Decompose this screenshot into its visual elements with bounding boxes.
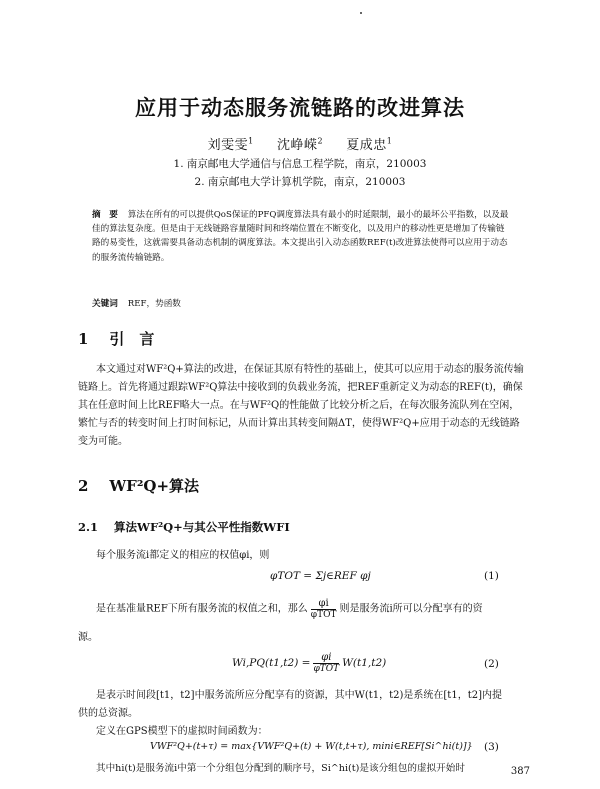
paper-title: 应用于动态服务流链路的改进算法 — [135, 95, 465, 120]
author-name: 刘雯雯 — [207, 138, 249, 153]
gps-definition-line: 定义在GPS模型下的虚拟时间函数为： — [96, 726, 268, 737]
equation-1: φTOT = Σj∈REF φj — [270, 570, 371, 582]
sequence-number-line: 其中hi(t)是服务流i中第一个分组包分配到的顺序号，Si^hi(t)是该分组包的虚拟开始时 — [96, 763, 465, 774]
author-mark: 1 — [386, 136, 393, 146]
keywords-text: REF，势函数 — [127, 299, 181, 309]
section-title: 引 言 — [109, 330, 155, 348]
equation-3-number: (3) — [484, 741, 499, 753]
affiliation-1: 1. 南京邮电大学通信与信息工程学院，南京，210003 — [173, 158, 427, 170]
time-segment-line-1: 是表示时间段[t1，t2]中服务流所应分配享有的资源，其中W(t1，t2)是系统在[t1，t2]内提 — [96, 690, 502, 701]
affiliation-2: 2. 南京邮电大学计算机学院，南京，210003 — [194, 176, 406, 188]
section-1-heading — [78, 328, 154, 349]
source-line: 源。 — [78, 632, 98, 643]
abstract-block — [92, 208, 510, 265]
author-mark: 2 — [317, 136, 324, 146]
section-2-heading — [78, 475, 199, 496]
share-fraction — [311, 598, 337, 620]
sum-text-post: 则是服务流i所可以分配享有的资 — [339, 603, 483, 615]
fraction-numerator: φi — [313, 652, 339, 664]
fraction-numerator: φi — [311, 598, 337, 610]
author-name: 沈峥嵘 — [276, 138, 318, 153]
equation-3: VWF²Q+(t+τ) = max{VWF²Q+(t) + W(t,t+τ), mini∈REF[Si^hi(t)]} — [150, 741, 473, 752]
intro-paragraph: 本文通过对WF²Q+算法的改进，在保证其原有特性的基础上，使其可以应用于动态的服务流传输链路上。首先将通过跟踪WF²Q算法中接收到的负载业务流，把REF重新定义为动态的REF(t)，确保其在任意时间上比REF略大一点。在与WF²Q的性能做了比较分析之后，在每次服务流队列在空闲，繁忙与否的转变时间上打时间标记，从而计算出其转变间隔ΔT，使得WF²Q+应用于动态的无线链路变为可能。 — [78, 364, 524, 447]
equation-2-number: (2) — [484, 658, 499, 670]
section-number: 2 — [78, 477, 89, 495]
equation-2-lhs: Wi,PQ(t1,t2) = — [232, 657, 311, 669]
sum-definition-line — [96, 598, 483, 620]
weight-definition-line: 每个服务流i都定义的相应的权值φi，则 — [96, 550, 270, 561]
equation-1-number: (1) — [484, 570, 499, 582]
subsection-title: 算法WF²Q+与其公平性指数WFI — [114, 520, 290, 534]
author-mark: 1 — [248, 136, 254, 146]
equation-2-fraction — [313, 652, 339, 674]
keywords-label: 关键词 — [92, 299, 118, 309]
fraction-denominator: φTOT — [313, 664, 340, 674]
section-title: WF²Q+算法 — [109, 477, 200, 495]
abstract-text: 算法在所有的可以提供QoS保证的PFQ调度算法具有最小的时延限制，最小的最坏公平指数，以及最佳的算法复杂度。但是由于无线链路容量随时间和终端位置在不断变化，以及用户的移动性更是增加了传输链路的易变性，这就需要具备动态机制的调度算法。本文提出引入动态函数REF(t)改进算法使得可以应用于动态的服务流传输链路。 — [92, 210, 509, 263]
subsection-2-1-heading — [78, 519, 290, 535]
keywords-block — [92, 297, 181, 309]
abstract-label: 摘 要 — [92, 210, 118, 220]
author-name: 夏成忠 — [346, 138, 387, 153]
page-number: 387 — [510, 766, 530, 777]
equation-2 — [232, 652, 386, 674]
sum-text-pre: 是在基准量REF下所有服务流的权值之和，那么 — [96, 603, 308, 615]
equation-2-rhs: W(t1,t2) — [342, 657, 387, 669]
fraction-denominator: φTOT — [310, 610, 337, 620]
scan-speck — [360, 12, 362, 14]
subsection-number: 2.1 — [78, 520, 99, 534]
section-number: 1 — [78, 330, 89, 348]
time-segment-line-2: 供的总资源。 — [78, 708, 138, 719]
author-line — [0, 134, 600, 153]
